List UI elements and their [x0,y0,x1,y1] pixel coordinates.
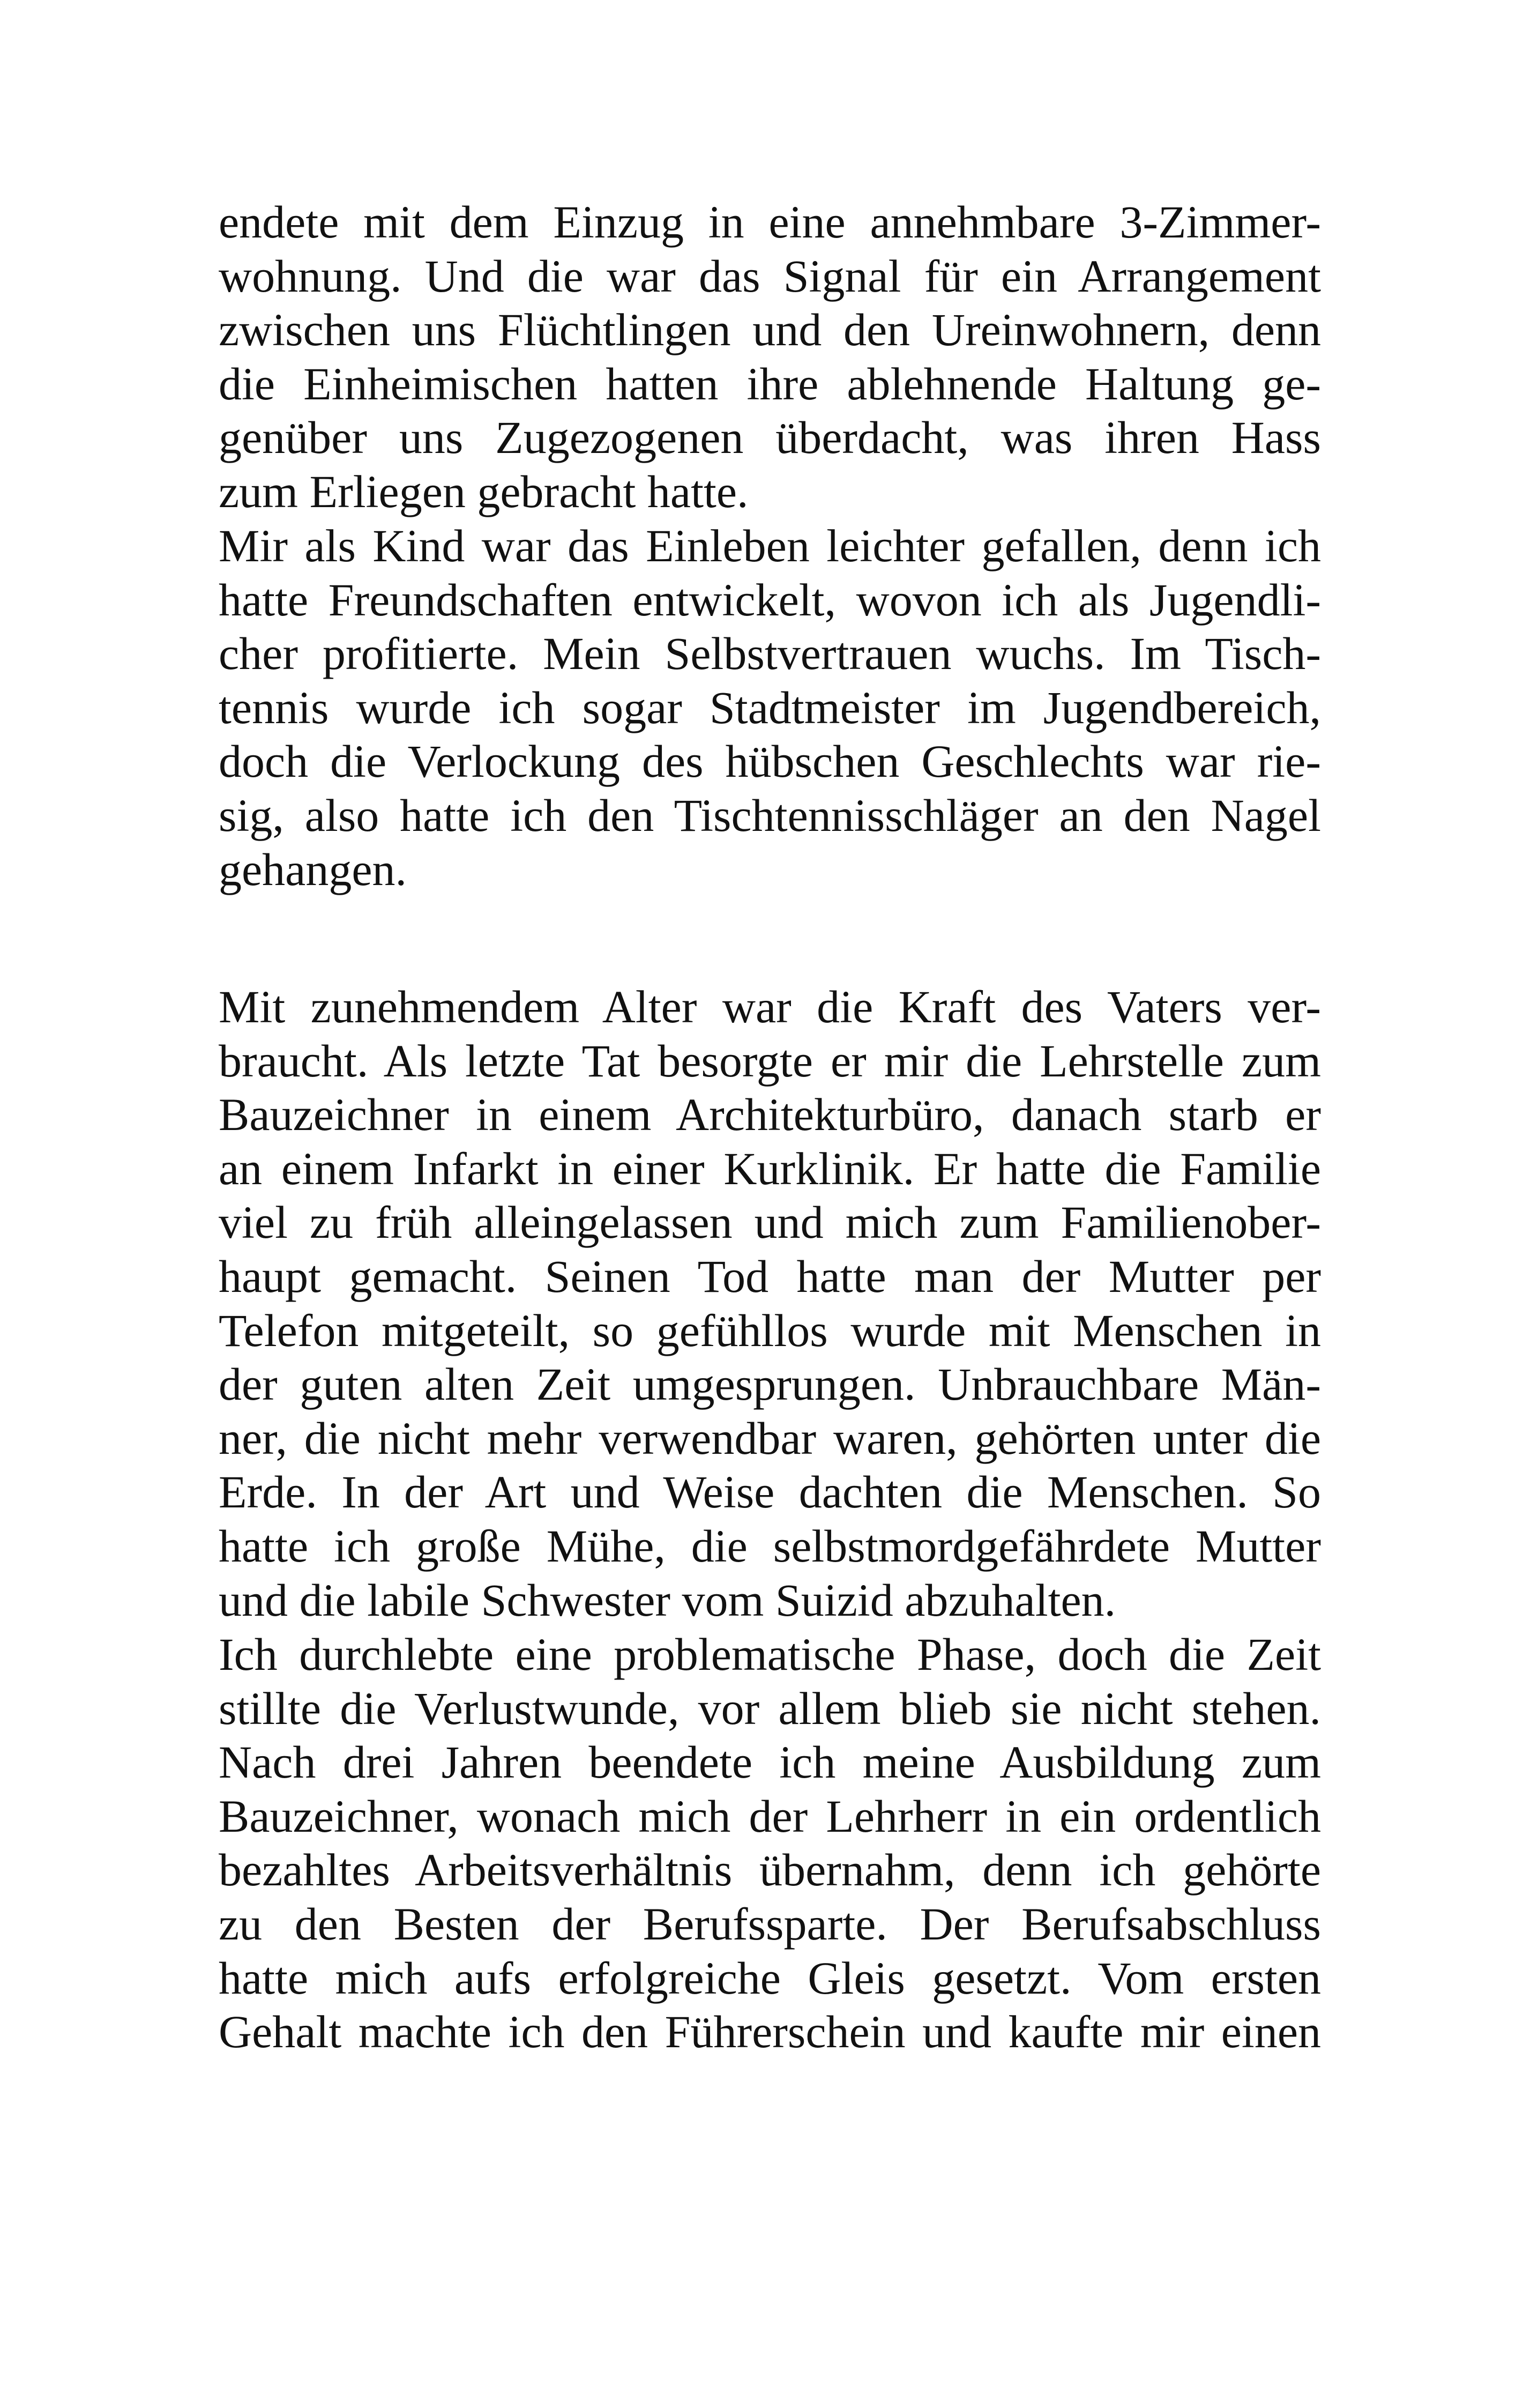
paragraph-4 [219,1627,1321,2059]
text-line: Nach drei Jahren beendete ich meine Ausbildung zum [219,1736,1321,1788]
text-line: Telefon mitgeteilt, so gefühllos wurde mit Menschen in [219,1304,1321,1356]
text-line: viel zu früh alleingelassen und mich zum Familienober- [219,1196,1321,1248]
text-line: cher profitierte. Mein Selbstvertrauen wuchs. Im Tisch- [219,628,1321,680]
text-line: Mir als Kind war das Einleben leichter gefallen, denn ich [219,520,1321,571]
paragraph-3 [219,980,1321,1627]
text-line: Erde. In der Art und Weise dachten die Menschen. So [219,1466,1321,1518]
text-line: hatte ich große Mühe, die selbstmordgefährdete Mutter [219,1520,1321,1572]
text-line: sig, also hatte ich den Tischtennisschläger an den Nagel [219,789,1321,841]
text-line: genüber uns Zugezogenen überdacht, was ihren Hass [219,412,1321,464]
paragraph-2 [219,519,1321,896]
text-line: der guten alten Zeit umgesprungen. Unbrauchbare Män- [219,1358,1321,1410]
text-line: und die labile Schwester vom Suizid abzuhalten. [219,1574,1116,1626]
text-line: wohnung. Und die war das Signal für ein Arrangement [219,250,1321,302]
text-line: hatte mich aufs erfolgreiche Gleis gesetzt. Vom ersten [219,1952,1321,2004]
text-line: endete mit dem Einzug in eine annehmbare 3-Zimmer- [219,196,1321,248]
text-line: doch die Verlockung des hübschen Geschlechts war rie- [219,735,1321,787]
text-line: bezahltes Arbeitsverhältnis übernahm, denn ich gehörte [219,1844,1321,1896]
text-line: hatte Freundschaften entwickelt, wovon ich als Jugendli- [219,574,1321,626]
text-line: zum Erliegen gebracht hatte. [219,465,749,517]
text-line: zu den Besten der Berufssparte. Der Berufsabschluss [219,1898,1321,1950]
paragraph-1 [219,195,1321,519]
text-line: Bauzeichner, wonach mich der Lehrherr in ein ordentlich [219,1790,1321,1842]
text-line: Bauzeichner in einem Architekturbüro, danach starb er [219,1089,1321,1141]
text-line: Mit zunehmendem Alter war die Kraft des Vaters ver- [219,981,1321,1032]
text-line: ner, die nicht mehr verwendbar waren, gehörten unter die [219,1412,1321,1464]
text-line: gehangen. [219,843,407,895]
text-line: haupt gemacht. Seinen Tod hatte man der Mutter per [219,1250,1321,1302]
text-line: Ich durchlebte eine problematische Phase, doch die Zeit [219,1629,1321,1680]
text-line: Gehalt machte ich den Führerschein und kaufte mir einen [219,2006,1321,2058]
text-line: tennis wurde ich sogar Stadtmeister im Jugendbereich, [219,681,1321,733]
text-line: zwischen uns Flüchtlingen und den Ureinwohnern, denn [219,304,1321,356]
text-line: braucht. Als letzte Tat besorgte er mir die Lehrstelle zum [219,1035,1321,1087]
text-line: stillte die Verlustwunde, vor allem blieb sie nicht stehen. [219,1682,1321,1734]
text-line: die Einheimischen hatten ihre ablehnende Haltung ge- [219,358,1321,410]
text-line: an einem Infarkt in einer Kurklinik. Er hatte die Familie [219,1142,1321,1194]
